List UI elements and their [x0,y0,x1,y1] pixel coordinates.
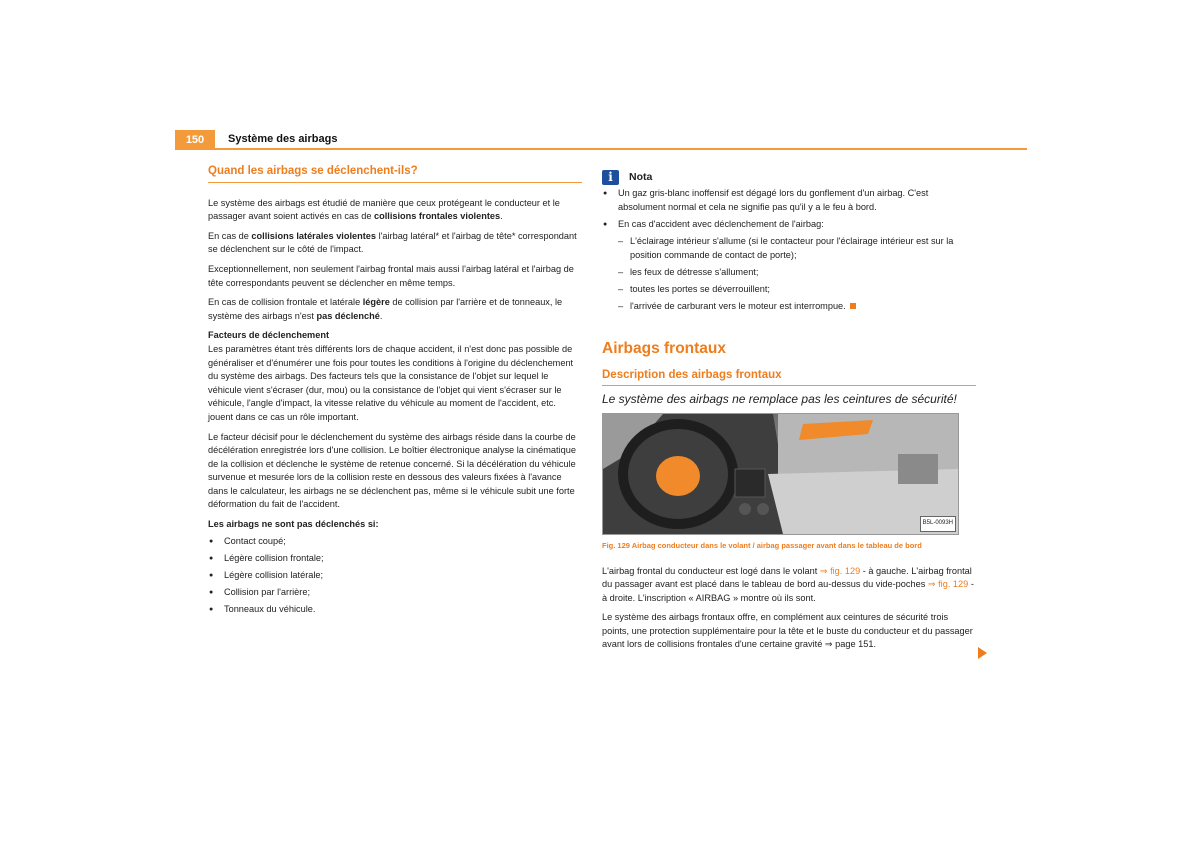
subheading: Facteurs de déclenchement [208,330,330,341]
end-square-icon [850,303,856,309]
nota-header [602,170,976,185]
list-item: ● Légère collision latérale; [208,569,582,583]
paragraph [208,296,582,323]
right-column [602,170,976,658]
bold-text: pas déclenché [316,310,380,321]
list-item: ● En cas d'accident avec déclenchement de l'airbag: [602,218,976,232]
text: . [500,211,503,222]
text: L'airbag frontal du conducteur est logé dans le volant [602,565,820,576]
list-item: – L'éclairage intérieur s'allume (si le contacteur pour l'éclairage intérieur est sur la position commande de contact de porte); [602,235,976,262]
bullet-list [208,535,582,617]
list-item: ● Tonneaux du véhicule. [208,603,582,617]
info-icon: i [602,170,619,185]
text: - à gauche. L'airbag frontal du passager avant est placé dans le tableau de bord au-dessus du vide-poches [602,565,972,590]
bold-text: collisions latérales violentes [251,230,377,241]
list-item: ● Un gaz gris-blanc inoffensif est dégagé lors du gonflement d'un airbag. C'est absolument normal et cela ne signifie pas qu'il y a le feu à bord. [602,187,976,214]
figure-code: B5L-0093H [920,516,956,532]
paragraph [208,230,582,257]
figure-link[interactable]: ⇒ fig. 129 [819,565,861,576]
paragraph: Le système des airbags frontaux offre, en complément aux ceintures de sécurité trois points, une protection supplémentaire pour la tête et le buste du conducteur et du passager avant lors de collisions frontales d'une certaine gravité ⇒ page 151. [602,612,973,650]
dashboard-figure [602,413,959,535]
list-item: ● Contact coupé; [208,535,582,549]
text: . [379,310,383,321]
text: En cas de [208,230,252,241]
dash-list [602,235,976,314]
paragraph: Le facteur décisif pour le déclenchement du système des airbags réside dans la courbe de décélération enregistrée lors d'une collision. Le boîtier électronique analyse la cinématique de la collision et déclenche le système de retenue concerné. Si la décélération du véhicule survenue et mesurée lors de la collision reste en dessous des valeurs fixées à l'avance dans le calculateur, les airbags ne se déclenchent pas, même si le véhicule subit une forte déformation du fait de l'accident. [208,431,576,510]
subsection-title: Description des airbags frontaux [602,369,976,386]
text: l'airbag latéral* et l'airbag de tête* correspondant se déclenchent sur le côté de l'impact. [208,230,577,255]
text: l'arrivée de carburant vers le moteur est interrompue. [630,301,846,312]
text: - à droite. L'inscription « AIRBAG » montre où ils sont. [602,579,974,603]
running-header-title: Système des airbags [228,133,338,145]
text: de collision par l'arrière et de tonneaux, le système des airbags n'est [208,297,563,321]
text: En cas de collision frontale et latérale [208,297,363,308]
paragraph: Les paramètres étant très différents lors de chaque accident, il n'est donc pas possible de généraliser et d'énumérer une fois pour toutes les conditions à l'origine du déclenchement du système des airbags. Des facteurs tels que la consistance de l'objet sur lequel le véhicule vient s'écraser (dur, mou) ou la consistance de l'objet qui vient s'écraser sur le véhicule, l'angle d'impact, la vitesse relative du véhicule au moment de l'accident, etc. jouent dans ce cas un rôle important. [208,343,574,422]
left-column [208,165,582,621]
paragraph [602,565,976,606]
paragraph [208,197,582,224]
text: Le système des airbags est étudié de manière que ceux protégeant le conducteur et le passager avant soient activés en cas de [208,197,560,222]
bold-text: collisions frontales violentes [374,211,501,222]
nota-list [602,187,976,231]
list-item: – toutes les portes se déverrouillent; [602,283,976,297]
section-heading: Quand les airbags se déclenchent-ils? [208,165,582,183]
bold-text: légère [362,297,390,308]
dashboard-illustration [603,414,958,534]
section-title: Airbags frontaux [602,339,727,357]
header-rule [175,148,1027,150]
list-item: – les feux de détresse s'allument; [602,266,976,280]
list-item: ● Légère collision frontale; [208,552,582,566]
nota-label: Nota [629,170,653,183]
list-item: ● Collision par l'arrière; [208,586,582,600]
subheading: Les airbags ne sont pas déclenchés si: [208,519,379,530]
figure-link[interactable]: ⇒ fig. 129 [927,579,969,590]
lead-text: Le système des airbags ne remplace pas les ceintures de sécurité! [602,391,957,406]
next-page-arrow-icon[interactable] [978,647,987,659]
paragraph: Exceptionnellement, non seulement l'airbag frontal mais aussi l'airbag latéral et l'airbag de tête correspondants peuvent se déclencher en même temps. [208,263,574,288]
page-number: 150 [175,130,215,148]
figure-caption: Fig. 129 Airbag conducteur dans le volant / airbag passager avant dans le tableau de bord [602,540,922,550]
list-item [602,300,976,314]
